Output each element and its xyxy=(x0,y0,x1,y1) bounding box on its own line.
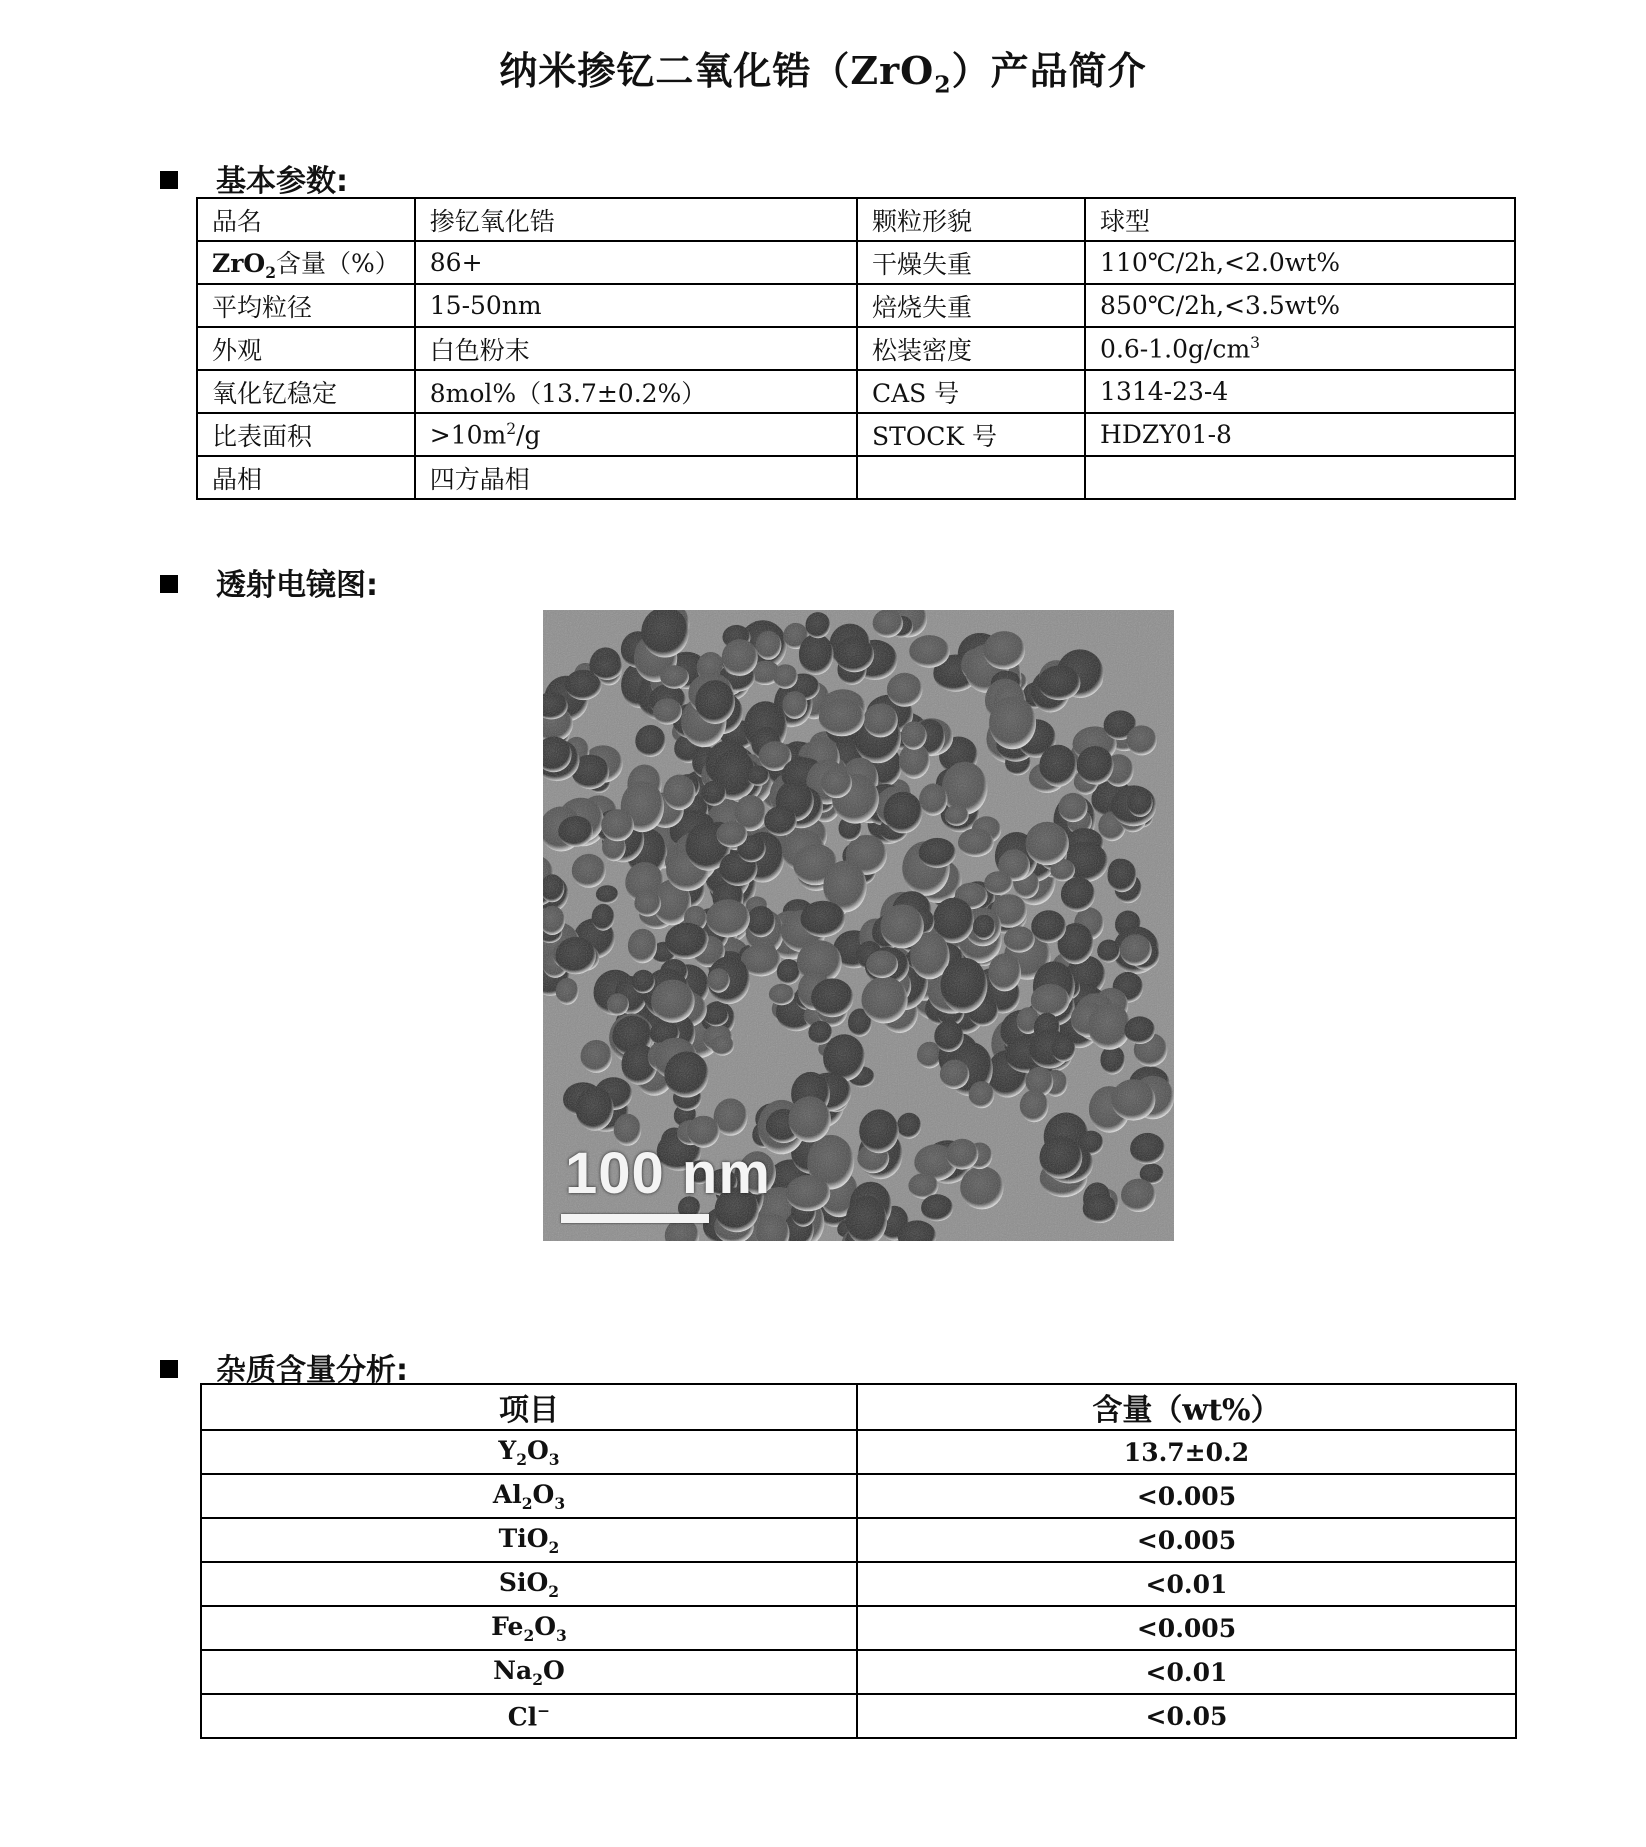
impurity-compound: $Na_2O$ xyxy=(201,1650,857,1694)
impurity-compound: $Fe_2O_3$ xyxy=(201,1606,857,1650)
param-label: 外观 xyxy=(197,327,415,370)
param-value: 四方晶相 xyxy=(415,456,857,499)
impurity-compound: Cl− xyxy=(201,1694,857,1738)
table-row xyxy=(201,1430,1516,1474)
param-label: STOCK 号 xyxy=(857,413,1085,456)
page-title xyxy=(0,40,1646,99)
param-label: 焙烧失重 xyxy=(857,284,1085,327)
param-label: ZrO$_2$含量（%） xyxy=(197,241,415,284)
impurity-value: <0.005 xyxy=(857,1606,1516,1650)
param-value: $>10m^2/g$ xyxy=(415,413,857,456)
table-row xyxy=(201,1474,1516,1518)
table-row xyxy=(201,1518,1516,1562)
table-row xyxy=(197,413,1515,456)
square-bullet-icon xyxy=(160,1360,178,1378)
param-label: CAS 号 xyxy=(857,370,1085,413)
section-heading-basic-params: 基本参数: xyxy=(160,156,348,200)
impurity-value: <0.01 xyxy=(857,1562,1516,1606)
param-value: 球型 xyxy=(1085,198,1515,241)
column-header-content: 含量（wt%） xyxy=(857,1384,1516,1430)
param-value: HDZY01-8 xyxy=(1085,413,1515,456)
param-label: 晶相 xyxy=(197,456,415,499)
impurity-compound: SiO$_2$ xyxy=(201,1562,857,1606)
param-label: 颗粒形貌 xyxy=(857,198,1085,241)
param-value: $0.6-1.0g/cm^3$ xyxy=(1085,327,1515,370)
param-value xyxy=(1085,456,1515,499)
impurity-compound: $Y_2O_3$ xyxy=(201,1430,857,1474)
impurity-value: <0.005 xyxy=(857,1518,1516,1562)
param-label xyxy=(857,456,1085,499)
title-suffix: ）产品简介 xyxy=(951,48,1147,93)
impurity-value: <0.01 xyxy=(857,1650,1516,1694)
param-value: 850℃/2h,<3.5wt% xyxy=(1085,284,1515,327)
param-value: 15-50nm xyxy=(415,284,857,327)
impurity-compound: $Al_2O_3$ xyxy=(201,1474,857,1518)
param-label: 品名 xyxy=(197,198,415,241)
param-value: 86+ xyxy=(415,241,857,284)
scale-bar-label: 100 nm xyxy=(565,1141,771,1206)
table-row xyxy=(197,456,1515,499)
param-value: 1314-23-4 xyxy=(1085,370,1515,413)
title-formula: ZrO$_2$ xyxy=(850,48,952,99)
impurity-compound: TiO$_2$ xyxy=(201,1518,857,1562)
column-header-item: 项目 xyxy=(201,1384,857,1430)
param-label: 氧化钇稳定 xyxy=(197,370,415,413)
param-value: 110℃/2h,<2.0wt% xyxy=(1085,241,1515,284)
param-label: 干燥失重 xyxy=(857,241,1085,284)
table-row xyxy=(197,198,1515,241)
param-label: 比表面积 xyxy=(197,413,415,456)
square-bullet-icon xyxy=(160,171,178,189)
section-heading-impurity: 杂质含量分析: xyxy=(160,1345,408,1389)
section-heading-tem: 透射电镜图: xyxy=(160,560,378,604)
tem-micrograph xyxy=(543,610,1174,1241)
table-row xyxy=(197,241,1515,284)
impurity-table xyxy=(200,1383,1517,1739)
square-bullet-icon xyxy=(160,575,178,593)
table-row xyxy=(201,1650,1516,1694)
param-label: 松装密度 xyxy=(857,327,1085,370)
table-row xyxy=(201,1606,1516,1650)
table-row xyxy=(201,1694,1516,1738)
table-row xyxy=(197,370,1515,413)
table-row xyxy=(197,284,1515,327)
impurity-value: 13.7±0.2 xyxy=(857,1430,1516,1474)
param-label: 平均粒径 xyxy=(197,284,415,327)
scale-bar xyxy=(561,1214,709,1223)
param-value: 8mol%（13.7±0.2%） xyxy=(415,370,857,413)
basic-params-table xyxy=(196,197,1516,500)
param-value: 白色粉末 xyxy=(415,327,857,370)
impurity-value: <0.05 xyxy=(857,1694,1516,1738)
table-header-row xyxy=(201,1384,1516,1430)
title-prefix: 纳米掺钇二氧化锆（ xyxy=(499,48,851,93)
table-row xyxy=(197,327,1515,370)
impurity-value: <0.005 xyxy=(857,1474,1516,1518)
param-value: 掺钇氧化锆 xyxy=(415,198,857,241)
table-row xyxy=(201,1562,1516,1606)
